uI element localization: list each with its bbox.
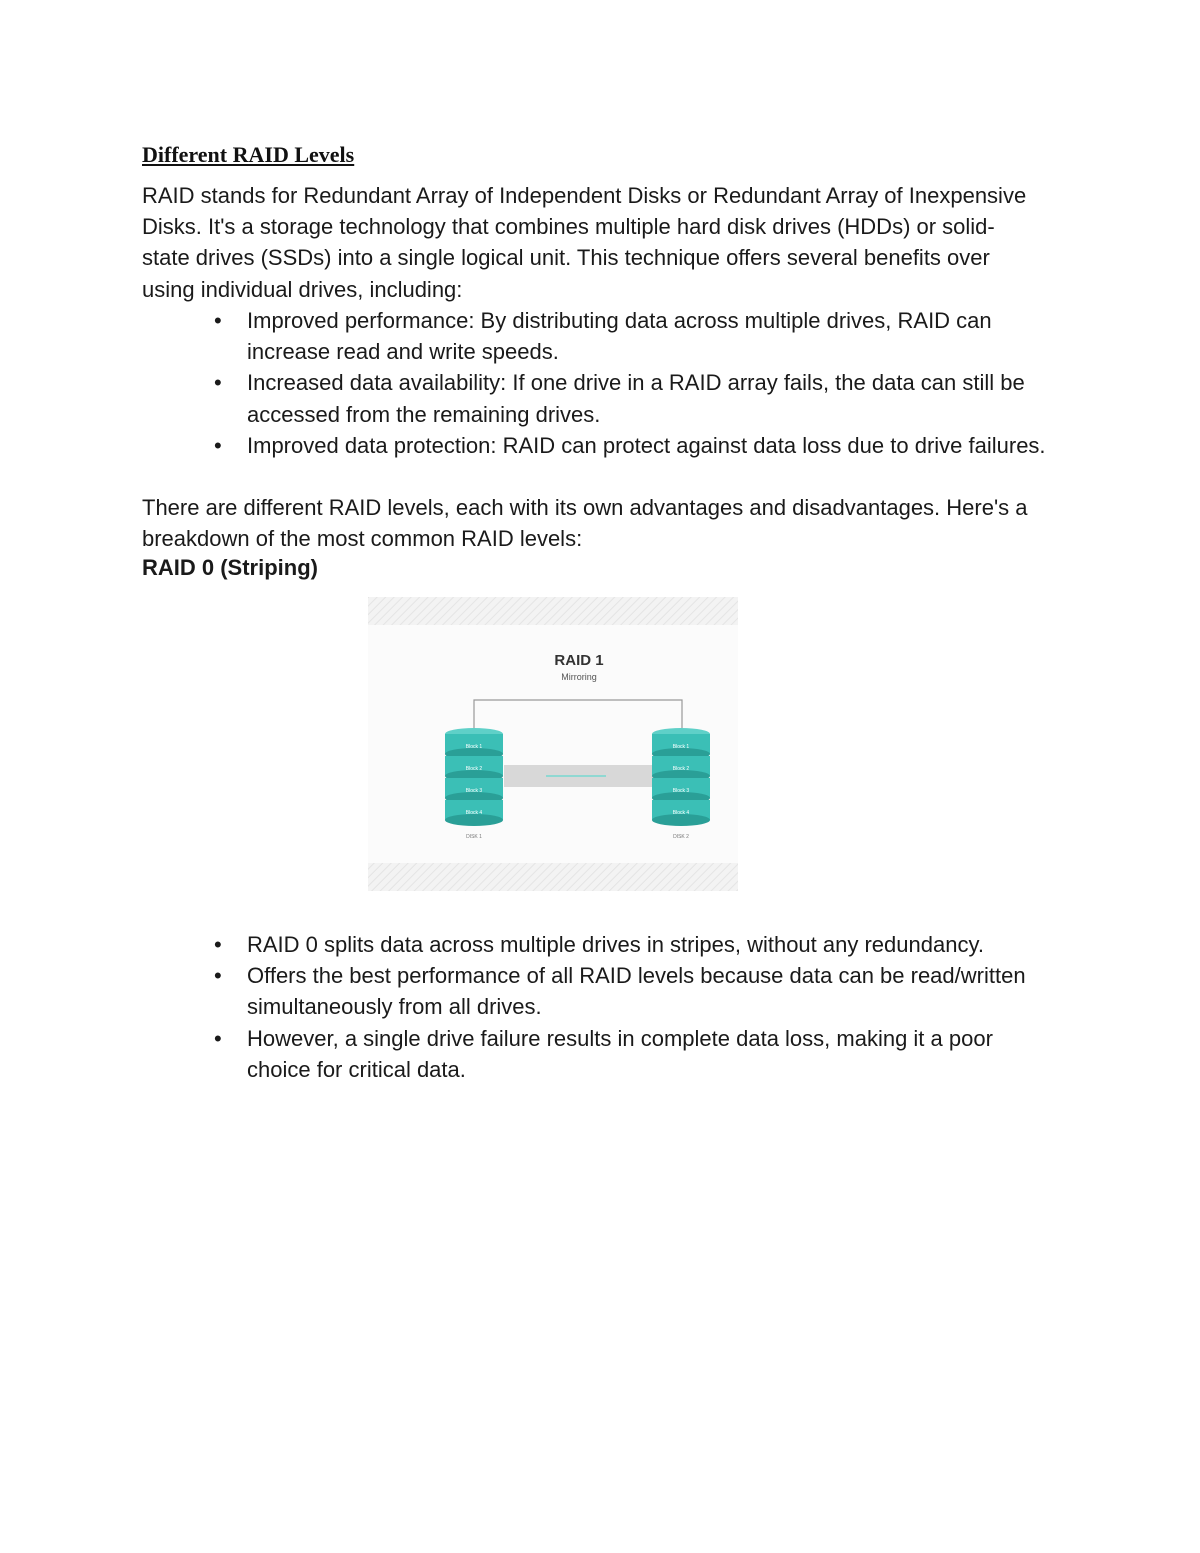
raid0-point-text: Offers the best performance of all RAID levels because data can be read/written simultaneously from all drives. [247,963,1026,1020]
raid0-point-text: However, a single drive failure results in complete data loss, making it a poor choice for critical data. [247,1025,993,1082]
bullet-icon: • [214,370,222,396]
disk2-block-label: Block 3 [672,788,690,794]
intro-paragraph: RAID stands for Redundant Array of Independent Disks or Redundant Array of Inexpensive Disks. It's a storage technology that combines multiple hard disk drives (HDDs) or solid-state drives (SSDs) into a single logical unit. This technique offers several benefits over using individual drives, including: [142,183,1027,302]
benefit-text: Improved data protection: RAID can protect against data loss due to drive failures. [247,432,1046,458]
bullet-icon: • [214,963,222,989]
bullet-icon: • [214,308,222,333]
list-item [142,305,1052,367]
raid1-diagram [368,597,738,891]
benefits-list [142,305,1052,461]
disk2-label: DISK 2 [673,834,689,840]
list-item [142,960,1052,1022]
outro-paragraph: There are different RAID levels, each with its own advantages and disadvantages. Here's a breakdown of the most common RAID levels: [142,495,1028,552]
list-item [142,1023,1052,1085]
disk1-block-label: Block 3 [465,788,483,794]
raid0-points-list [142,929,1052,1085]
raid0-heading: RAID 0 (Striping) [142,555,318,580]
benefit-text: Improved performance: By distributing data across multiple drives, RAID can increase read and write speeds. [247,308,992,365]
benefit-text: Increased data availability: If one drive in a RAID array fails, the data can still be accessed from the remaining drives. [247,370,1025,427]
disk1-label: DISK 1 [466,834,482,840]
list-item [142,367,1052,429]
disk2-block-label: Block 1 [672,744,690,750]
disk-1 [445,728,503,840]
disk2-block-label: Block 4 [672,810,690,816]
bullet-icon: • [214,932,222,957]
diagram-subtitle: Mirroring [561,672,597,682]
disk2-block-label: Block 2 [672,766,690,772]
list-item [142,929,1052,960]
disk1-block-label: Block 2 [465,766,483,772]
bullet-icon: • [214,432,222,458]
raid0-point-text: RAID 0 splits data across multiple drives in stripes, without any redundancy. [247,932,984,957]
list-item [142,430,1052,461]
disk1-block-label: Block 4 [465,810,483,816]
document-heading: Different RAID Levels [142,142,355,167]
diagram-title: RAID 1 [554,652,604,669]
bullet-icon: • [214,1025,222,1051]
disk-2 [652,728,710,840]
disk1-block-label: Block 1 [465,744,483,750]
